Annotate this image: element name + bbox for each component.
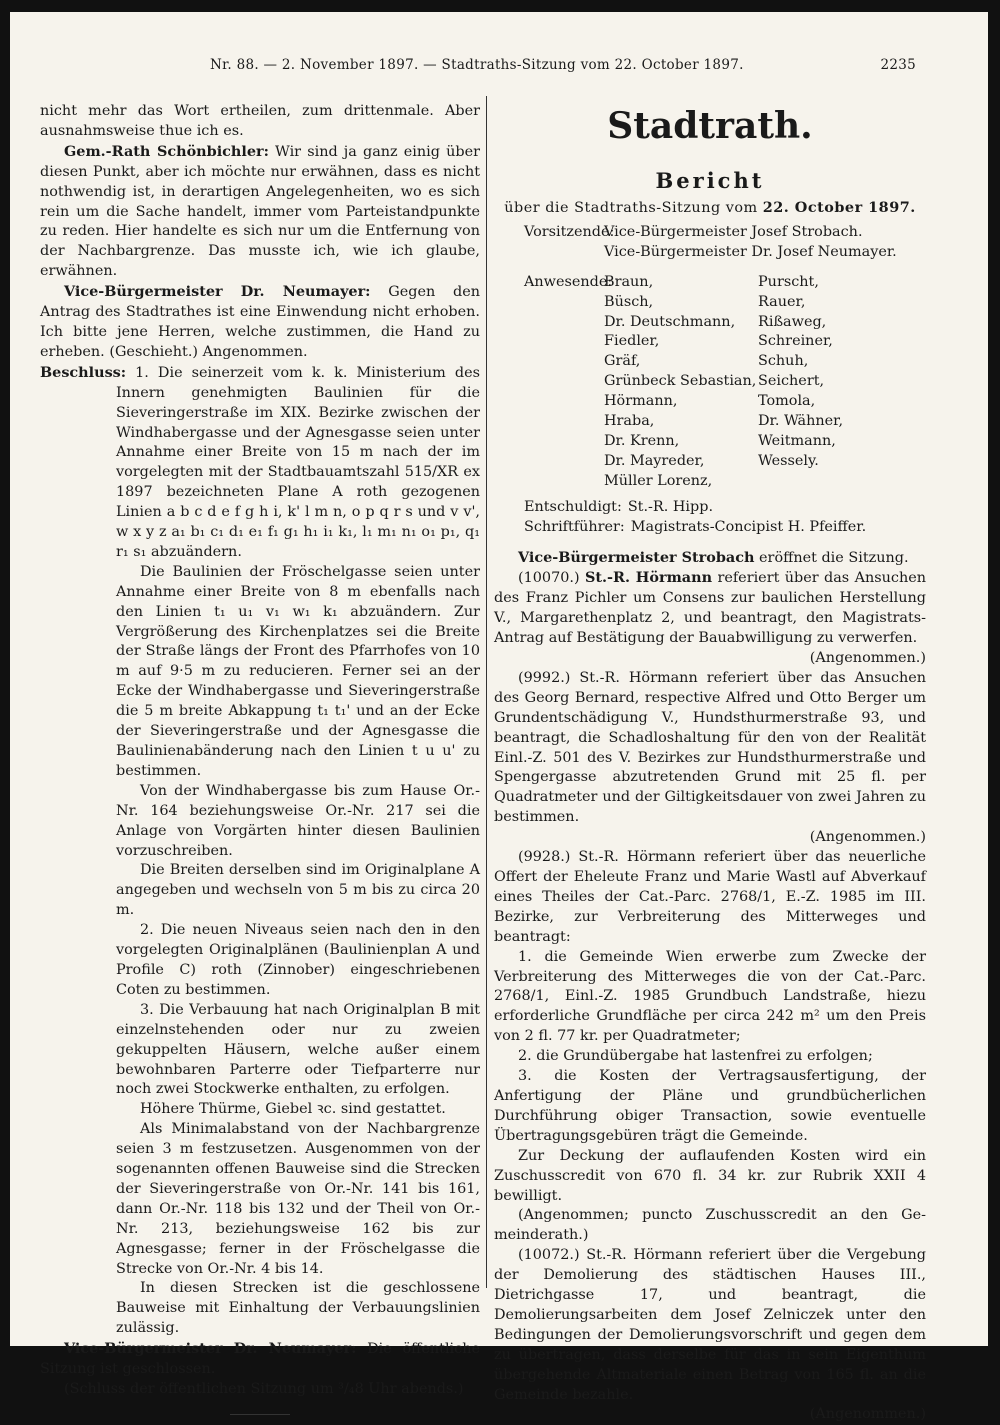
left-column — [40, 102, 480, 1415]
attendee: Müller Lorenz, — [604, 472, 713, 489]
chair-names — [604, 223, 897, 263]
chair-name: Vice-Bürgermeister Josef Strobach. — [604, 223, 863, 240]
item-text: referiert über das Ansuchen des Franz Pichler um Consens zur baulichen Herstellung V., Margarethenplatz 2, und beantragt, den Magistrats-Antrag auf Bestätigung der Bauabwilligung zu verwerfen. — [494, 570, 926, 647]
attendees-column-2 — [758, 273, 926, 492]
attendee: Wessely. — [758, 452, 819, 469]
excused-label: Entschuldigt: — [524, 498, 622, 515]
speech-text: Wir sind ja ganz einig über diesen Punkt, aber ich möchte nur erwähnen, dass es nicht nothwendig ist, in derartigen Angelegenheiten, wo es sich rein um die Sache handelt, immer vom Parteistandpunkte zu reden. Hier handelte es sich nur um die Entfernung von der Nachbargrenze. Das musste ich, wie ich glaube, erwähnen. — [40, 143, 480, 280]
attendee: Schuh, — [758, 353, 809, 370]
speaker-name: Vice-Bürgermeister Strobach — [518, 548, 755, 566]
paragraph: Von der Windhabergasse bis zum Hause Or.-Nr. 164 beziehungsweise Or.-Nr. 217 sei die Anlage von Vorgärten hinter diesen Baulinien vorzuschreiben. — [116, 782, 480, 859]
column-divider — [486, 96, 487, 1288]
resolution-block — [40, 563, 480, 1339]
attendees-column-1 — [604, 273, 758, 492]
attendee: Seichert, — [758, 373, 825, 390]
item-result: (Angenommen.) — [809, 1406, 926, 1423]
attendee: Hraba, — [604, 413, 655, 430]
paragraph: In diesen Strecken ist die geschlossene Bauweise mit Einhaltung der Verbauungslinien zulässig. — [116, 1280, 480, 1337]
report-subtitle — [494, 198, 926, 219]
report-date: 22. October 1897. — [762, 199, 916, 216]
attendees-label: Anwesende: — [524, 273, 613, 290]
speech-paragraph — [40, 142, 480, 282]
attendee: Weitmann, — [758, 432, 836, 449]
item-result: (Angenommen; puncto Zuschusscredit an den Gemeinderath.) — [494, 1207, 926, 1244]
resolution-label: Beschluss: — [40, 363, 127, 381]
agenda-item: (9928.) St.-R. Hörmann referiert über das neuerliche Offert der Eheleute Franz und Marie Wastl auf Abverkauf eines Theiles der Cat.-Parc. 2768/1, E.-Z. 1985 im III. Bezirke, zur Verbreiterung des Mitterweges und beantragt: — [494, 849, 926, 945]
attendee: Purscht, — [758, 273, 819, 290]
resolution-paragraph — [40, 363, 480, 563]
list-item: 3. die Kosten der Vertragsausfertigung, der Anfertigung der Pläne und grundbücherlichen Durchführung obiger Transaction, sowie eventuelle Übertragungsgebüren trägt die Gemeinde. — [494, 1068, 926, 1144]
attendees — [494, 273, 926, 492]
report-subtitle-text: über die Stadtraths-Sitzung vom — [504, 200, 763, 216]
resolution-text: 1. Die seinerzeit vom k. k. Ministerium des Innern genehmigten Baulinien für die Sieveringerstraße im XIX. Bezirke zwischen der Windhabergasse und der Agnesgasse seien unter Annahme einer Breite von 15 m nach der im vorgelegten mit der Stadtbauamtszahl 515/XR ex 1897 bezeichneten Plane A roth gezogenen Linien a b c d e f g h i, k' l m n, o p q r s und v v', w x y z a₁ b₁ c₁ d₁ e₁ f₁ g₁ h₁ i₁ k₁, l₁ m₁ n₁ o₁ p₁, q₁ r₁ s₁ abzuändern. — [116, 364, 480, 560]
excused-row — [494, 498, 926, 518]
attendee: Grünbeck Sebastian, — [604, 373, 757, 390]
paragraph: Als Minimalabstand von der Nachbargrenze seien 3 m festzusetzen. Ausgenommen von der sogenannten offenen Bauweise sind die Strecken der Sieveringerstraße von Or.-Nr. 141 bis 161, dann Or.-Nr. 118 bis 132 und der Theil von Or.-Nr. 213, beziehungsweise 162 bis zur Agnesgasse; ferner in der Fröschelgasse die Strecke von Or.-Nr. 4 bis 14. — [116, 1121, 480, 1277]
agenda-item: (9992.) St.-R. Hörmann referiert über das Ansuchen des Georg Bernard, respective Alfred und Otto Berger um Grundentschädigung V., Hundsthurmerstraße 93, und beantragt, die Schadloshaltung für den von der Realität Einl.-Z. 501 des V. Bezirkes zur Hundsthurmerstraße und Spengergasse abzutretenden Grund mit 25 fl. per Quadratmeter und der Giltigkeitsdauer von zwei Jahren zu bestimmen. — [494, 669, 926, 826]
chair-label: Vorsitzende: — [524, 223, 615, 240]
speech-paragraph — [40, 282, 480, 363]
section-masthead: Stadtrath. — [607, 105, 813, 147]
attendee: Gräf, — [604, 353, 641, 370]
attendee: Dr. Wähner, — [758, 413, 844, 430]
paragraph: 2. Die neuen Niveaus seien nach den in den vorgelegten Originalplänen (Baulinienplan A und Profile C) roth (Zinnober) eingeschriebenen Coten zu bestimmen. — [116, 922, 480, 998]
chair-row — [494, 223, 926, 263]
running-header: Nr. 88. — 2. November 1897. — Stadtraths-Sitzung vom 22. October 1897. — [210, 57, 744, 73]
attendee: Dr. Mayreder, — [604, 452, 705, 469]
closing-note: (Schluss der öffentlichen Sitzung um ³/₄8 Uhr abends.) — [64, 1381, 464, 1397]
secretary-row — [494, 518, 926, 538]
credit-paragraph: Zur Deckung der auflaufenden Kosten wird ein Zuschusscredit von 670 fl. 34 kr. zur Rubrik XXII 4 bewilligt. — [494, 1147, 926, 1204]
speaker-name: Gem.-Rath Schönbichler: — [64, 142, 269, 160]
paragraph: nicht mehr das Wort ertheilen, zum drittenmale. Aber ausnahmsweise thue ich es. — [40, 103, 480, 139]
attendee: Fiedler, — [604, 333, 660, 350]
attendee: Büsch, — [604, 293, 654, 310]
agenda-item — [494, 568, 926, 649]
paragraph: Die Breiten derselben sind im Originalplane A angegeben und wechseln von 5 m bis zu circa 20 m. — [116, 862, 480, 919]
attendee: Braun, — [604, 273, 654, 290]
paragraph: Höhere Thürme, Giebel ꝛc. sind gestattet. — [140, 1101, 446, 1118]
attendee: Hörmann, — [604, 393, 678, 410]
speaker-name: St.-R. Hörmann — [584, 569, 713, 587]
attendee: Tomola, — [758, 393, 816, 410]
speaker-name: Vice-Bürgermeister Dr. Neumayer: — [64, 1340, 357, 1358]
newspaper-page — [10, 12, 988, 1423]
attendee: Dr. Krenn, — [604, 432, 680, 449]
speech-text: Die öffentliche Sitzung ist geschlossen. — [40, 1341, 480, 1378]
secretary-name: Magistrats-Concipist H. Pfeiffer. — [630, 518, 867, 535]
attendee: Dr. Deutschmann, — [604, 313, 736, 330]
paragraph: Die Baulinien der Fröschelgasse seien unter Annahme einer Breite von 8 m ebenfalls nach den Linien t₁ u₁ v₁ w₁ k₁ abzuändern. Zur Vergrößerung des Kirchenplatzes sei die Breite der Straße längs der Front des Pfarrhofes von 10 m auf 9·5 m zu reducieren. Ferner sei an der Ecke der Windhabergasse und Sieveringerstraße die 5 m breite Abkappung t₁ t₁' und an der Ecke der Sieveringerstraße und der Agnesgasse die Baulinienabänderung nach den Linien t u u' zu bestimmen. — [116, 563, 480, 779]
list-item: 2. die Grundübergabe hat lastenfrei zu erfolgen; — [518, 1048, 873, 1065]
attendee: Rauer, — [758, 293, 806, 310]
chair-name: Vice-Bürgermeister Dr. Josef Neumayer. — [604, 243, 897, 260]
right-column — [494, 102, 926, 1425]
item-result: (Angenommen.) — [809, 650, 926, 667]
item-reference: (10070.) — [518, 570, 585, 587]
excused-names: St.-R. Hipp. — [627, 498, 714, 515]
speech-text: Gegen den Antrag des Stadtrathes ist eine Einwendung nicht erhoben. Ich bitte jene Herren, welche zustimmen, die Hand zu erheben. (Geschieht.) Angenommen. — [40, 284, 480, 360]
secretary-label: Schriftführer: — [524, 518, 625, 535]
speech-paragraph — [40, 1339, 480, 1380]
paragraph: 3. Die Verbauung hat nach Originalplan B mit einzelnstehenden oder nur zu zweien gekuppelten Häusern, welche außer einem bewohnbaren Parterre oder Tiefparterre nur noch zwei Stockwerke enthalten, zu erfolgen. — [116, 1001, 480, 1098]
list-item: 1. die Gemeinde Wien erwerbe zum Zwecke der Verbreiterung des Mitterweges die von der Cat.-Parc. 2768/1, Einl.-Z. 1985 Grundbuch Landstraße, hiezu erforderliche Grundfläche per circa 242 m² um den Preis von 2 fl. 77 kr. per Quadratmeter; — [494, 948, 926, 1045]
report-title: Bericht — [655, 168, 765, 193]
attendee: Rißaweg, — [758, 313, 827, 330]
end-rule — [230, 1414, 290, 1415]
speaker-name: Vice-Bürgermeister Dr. Neumayer: — [64, 283, 371, 301]
opening-text: eröffnet die Sitzung. — [754, 549, 909, 566]
page-number: 2235 — [880, 57, 916, 73]
attendee: Schreiner, — [758, 333, 833, 350]
agenda-item: (10072.) St.-R. Hörmann referiert über die Vergebung der Demolierung des städtischen Hauses III., Dietrichgasse 17, und beantragt, die Demolierungsarbeiten dem Josef Zelniczek unter den Bedingungen der Demolierungsvorschrift und gegen dem zu übertragen, dass derselbe für das in sein Eigenthum übergehende Altmateriale einen Betrag von 165 fl. an die Gemeinde bezahle. — [494, 1247, 926, 1403]
opening-paragraph — [494, 548, 926, 569]
item-result: (Angenommen.) — [809, 829, 926, 846]
